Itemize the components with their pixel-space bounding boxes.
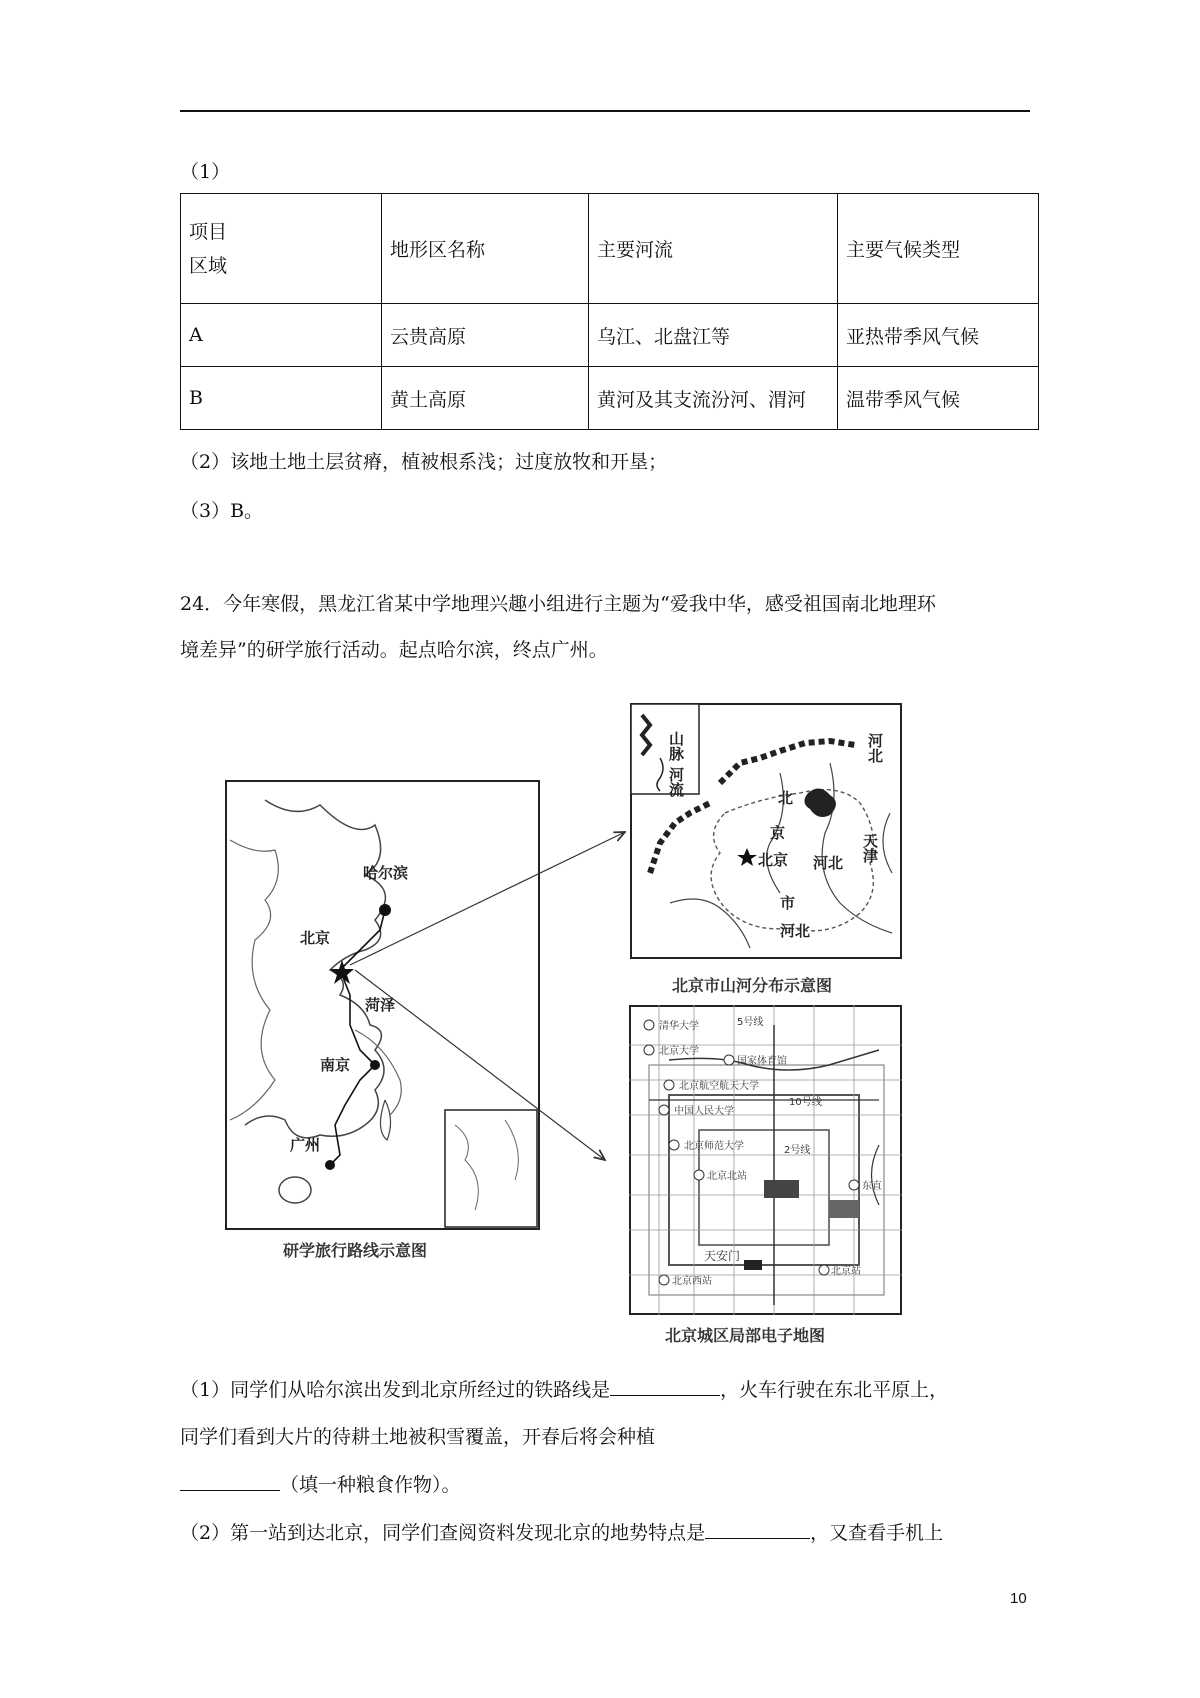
q2-line1-b: ，又查看手机上 [810,1522,944,1544]
table-corner-top: 项目 [189,220,228,243]
q2-line1 [180,1518,943,1547]
label-ruc: 中国人民大学 [674,1106,734,1117]
q1-line1-b: ，火车行驶在东北平原上， [720,1379,949,1401]
label-pku: 北京大学 [659,1046,699,1057]
label-beihang: 北京航空航天大学 [679,1081,759,1092]
table-cell-rivers: 黄河及其支流汾河、渭河 [589,367,838,430]
label-hebei-south: 河北 [780,922,811,940]
label-line5: 5号线 [737,1017,764,1028]
tiananmen-marker [744,1260,762,1270]
arrow-to-city-map [355,970,605,1160]
label-tiananmen: 天安门 [704,1249,741,1263]
page-number: 10 [1010,1590,1027,1607]
q1-line3 [180,1470,461,1499]
q1-line3-text: （填一种粮食作物）。 [280,1474,461,1496]
answer-part3: （3）B。 [180,500,264,522]
district-block-1 [764,1180,799,1198]
label-hebei-center: 河北 [813,854,844,872]
table-cell-region: A [181,304,382,367]
label-guangzhou: 广州 [290,1136,321,1154]
label-line2: 2号线 [784,1145,811,1156]
label-jing: 京 [770,824,786,842]
label-heze: 菏泽 [365,996,396,1014]
table-header-climate: 主要气候类型 [838,194,1039,304]
label-bnu: 北京师范大学 [684,1141,744,1152]
table-header-rivers: 主要河流 [589,194,838,304]
label-tsinghua: 清华大学 [659,1021,699,1032]
label-hebei-ne: 河北 [866,733,884,763]
label-beijing-city: 北京 [758,851,789,869]
label-nanjing: 南京 [320,1056,351,1074]
table-corner-bottom: 区域 [189,254,228,277]
q1-line2: 同学们看到大片的待耕土地被积雪覆盖，开春后将会种植 [180,1426,656,1448]
answer-part2: （2）该地土地土层贫瘠，植被根系浅；过度放牧和开垦； [180,451,668,473]
label-tianjin: 天津 [861,833,879,863]
table-cell-terrain: 云贵高原 [382,304,589,367]
table-header-terrain: 地形区名称 [382,194,589,304]
q2-line1-a: （2）第一站到达北京，同学们查阅资料发现北京的地势特点是 [180,1522,706,1544]
q2-blank-terrain[interactable] [705,1518,810,1539]
label-bj-station: 北京站 [831,1266,861,1277]
q1-blank-railway[interactable] [610,1375,720,1396]
label-stadium: 国家体育馆 [737,1056,787,1067]
arrow-to-mountain-map [350,832,625,965]
label-bei: 北 [778,789,794,807]
table-cell-climate: 亚热带季风气候 [838,304,1039,367]
label-bj-west: 北京西站 [672,1276,712,1287]
mountain-map-caption: 北京市山河分布示意图 [672,976,833,995]
mountain-river-map [630,703,902,959]
label-shi: 市 [780,894,796,912]
route-map-caption: 研学旅行路线示意图 [283,1241,428,1260]
label-line10: 10号线 [789,1097,822,1108]
question-intro-line1: 24．今年寒假，黑龙江省某中学地理兴趣小组进行主题为“爱我中华，感受祖国南北地理环 [180,593,936,615]
label-dongzhi: 东直 [862,1181,882,1192]
table-cell-terrain: 黄土高原 [382,367,589,430]
city-map [629,1005,902,1315]
question-intro-line2: 境差异”的研学旅行活动。起点哈尔滨，终点广州。 [180,639,608,661]
label-harbin: 哈尔滨 [363,864,409,882]
legend-river: 河流 [667,767,685,797]
answer-part1-label: （1） [180,161,231,183]
q1-line1 [180,1375,948,1404]
label-beijing: 北京 [300,929,331,947]
table-cell-region: B [181,367,382,430]
label-bj-north: 北京北站 [707,1171,747,1182]
legend-mountain: 山脉 [667,731,685,761]
city-map-caption: 北京城区局部电子地图 [665,1326,826,1345]
table-cell-rivers: 乌江、北盘江等 [589,304,838,367]
district-block-2 [829,1200,859,1218]
q1-blank-crop[interactable] [180,1470,280,1491]
q1-line1-a: （1）同学们从哈尔滨出发到北京所经过的铁路线是 [180,1379,611,1401]
table-cell-climate: 温带季风气候 [838,367,1039,430]
